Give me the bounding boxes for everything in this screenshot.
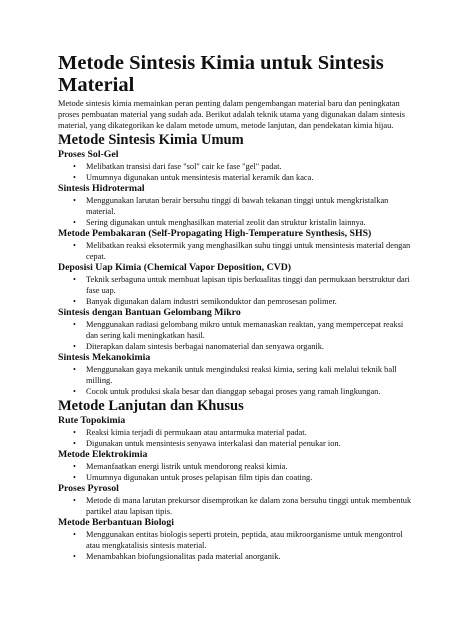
- bullet-list: [58, 195, 416, 228]
- method-title: Rute Topokimia: [58, 415, 126, 426]
- bullet-list: [58, 364, 416, 397]
- bullet-list: [58, 319, 416, 352]
- method-title: Sintesis Hidrotermal: [58, 183, 145, 194]
- method-title: Metode Berbantuan Biologi: [58, 517, 174, 528]
- list-item: • Metode di mana larutan prekursor disemprotkan ke dalam zona bersuhu tinggi untuk membentuk partikel atau lapisan tipis.: [86, 495, 416, 517]
- list-item: • Melibatkan reaksi eksotermik yang menghasilkan suhu tinggi untuk mensintesis material dengan cepat.: [86, 240, 416, 262]
- list-item: • Teknik serbaguna untuk membuat lapisan tipis berkualitas tinggi dan permukaan berstruktur dari fase uap.: [86, 274, 416, 296]
- method-group: [58, 149, 416, 183]
- bullet-list: [58, 274, 416, 307]
- document-title: Metode Sintesis Kimia untuk Sintesis Material: [58, 52, 384, 96]
- sections-container: [58, 132, 416, 562]
- bullet-list: [58, 461, 416, 483]
- list-item: • Menggunakan entitas biologis seperti protein, peptida, atau mikroorganisme untuk mengontrol atau mengkatalisis sintesis material.: [86, 529, 416, 551]
- bullet-list: [58, 495, 416, 517]
- method-group: [58, 352, 416, 397]
- section-heading: Metode Lanjutan dan Khusus: [58, 398, 244, 414]
- method-group: [58, 449, 416, 483]
- list-item: • Menggunakan radiasi gelombang mikro untuk memanaskan reaktan, yang mempercepat reaksi dan sering kali meningkatkan hasil.: [86, 319, 416, 341]
- method-group: [58, 517, 416, 562]
- list-item: • Cocok untuk produksi skala besar dan dianggap sebagai proses yang ramah lingkungan.: [86, 386, 416, 397]
- method-title: Proses Sol-Gel: [58, 149, 119, 160]
- bullet-list: [58, 427, 416, 449]
- list-item: • Melibatkan transisi dari fase "sol" cair ke fase "gel" padat.: [86, 161, 416, 172]
- method-group: [58, 415, 416, 449]
- list-item: • Umumnya digunakan untuk mensintesis material keramik dan kaca.: [86, 172, 416, 183]
- list-item: • Menggunakan larutan berair bersuhu tinggi di bawah tekanan tinggi untuk mengkristalkan material.: [86, 195, 416, 217]
- list-item: • Diterapkan dalam sintesis berbagai nanomaterial dan senyawa organik.: [86, 341, 416, 352]
- method-group: [58, 262, 416, 307]
- list-item: • Reaksi kimia terjadi di permukaan atau antarmuka material padat.: [86, 427, 416, 438]
- bullet-list: [58, 161, 416, 183]
- method-title: Metode Elektrokimia: [58, 449, 148, 460]
- bullet-list: [58, 240, 416, 262]
- method-group: [58, 483, 416, 517]
- list-item: • Umumnya digunakan untuk proses pelapisan film tipis dan coating.: [86, 472, 416, 483]
- method-group: [58, 307, 416, 352]
- list-item: • Memanfaatkan energi listrik untuk mendorong reaksi kimia.: [86, 461, 416, 472]
- list-item: • Menambahkan biofungsionalitas pada material anorganik.: [86, 551, 416, 562]
- method-group: [58, 228, 416, 262]
- list-item: • Menggunakan gaya mekanik untuk menginduksi reaksi kimia, sering kali melalui teknik ball milling.: [86, 364, 416, 386]
- method-title: Metode Pembakaran (Self-Propagating High-Temperature Synthesis, SHS): [58, 228, 372, 239]
- method-group: [58, 183, 416, 228]
- list-item: • Digunakan untuk mensintesis senyawa interkalasi dan material penukar ion.: [86, 438, 416, 449]
- method-title: Sintesis dengan Bantuan Gelombang Mikro: [58, 307, 241, 318]
- bullet-list: [58, 529, 416, 562]
- intro-paragraph: Metode sintesis kimia memainkan peran penting dalam pengembangan material baru dan peningkatan proses pembuatan material yang sudah ada. Berikut adalah teknik utama yang digunakan dalam sintesis material, yang dikategorikan ke dalam metode umum, metode lanjutan, dan pendekatan kimia hijau.: [58, 99, 405, 130]
- method-title: Proses Pyrosol: [58, 483, 119, 494]
- list-item: • Sering digunakan untuk menghasilkan material zeolit dan struktur kristalin lainnya.: [86, 217, 416, 228]
- method-title: Sintesis Mekanokimia: [58, 352, 151, 363]
- section-heading: Metode Sintesis Kimia Umum: [58, 132, 244, 148]
- list-item: • Banyak digunakan dalam industri semikonduktor dan pemrosesan polimer.: [86, 296, 416, 307]
- method-title: Deposisi Uap Kimia (Chemical Vapor Deposition, CVD): [58, 262, 292, 273]
